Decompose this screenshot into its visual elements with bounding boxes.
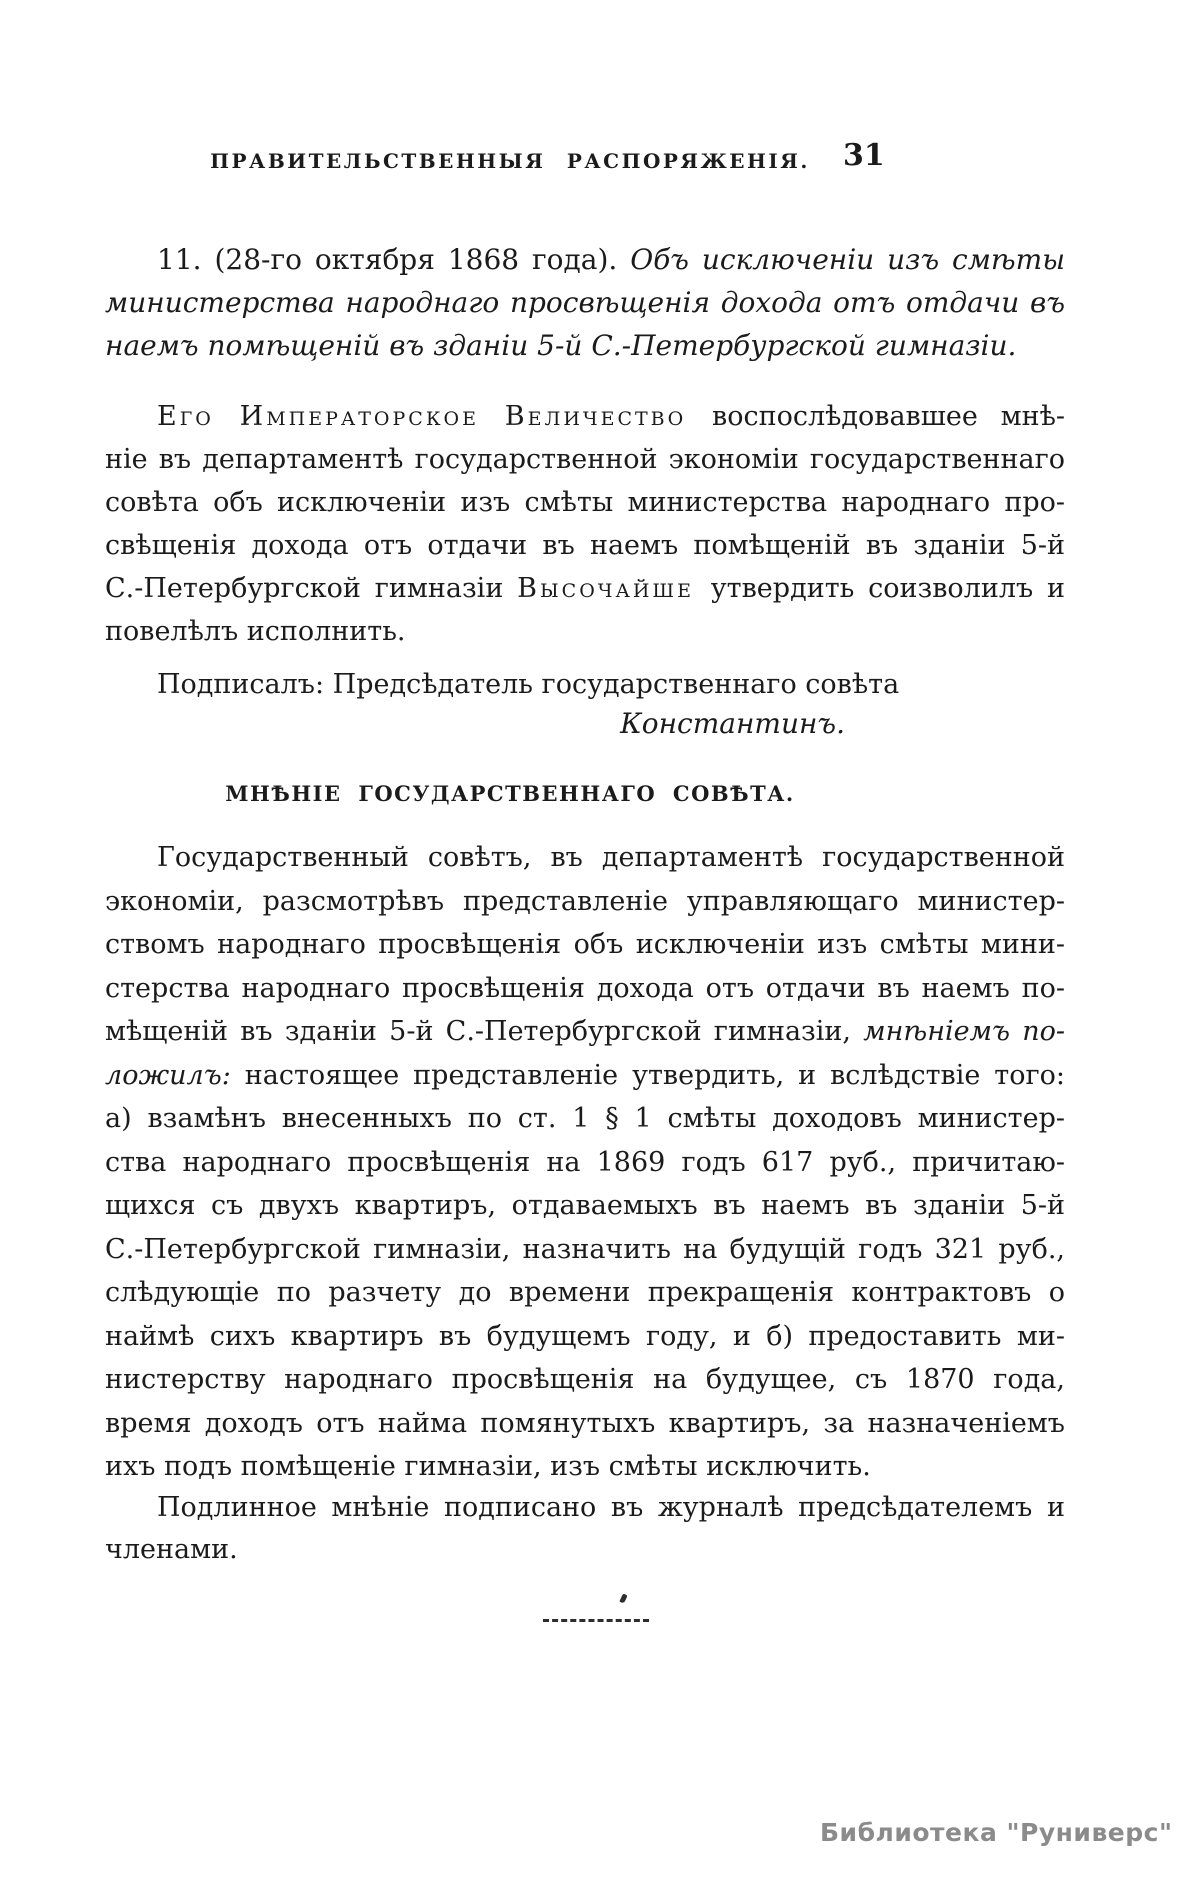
section-divider: [543, 1619, 649, 1622]
closing-paragraph: [105, 1487, 1065, 1571]
text-line: Подлинное мнѣніе подписано въ журналѣ предсѣдателемъ и: [157, 1492, 1065, 1523]
text-line: наемъ помѣщеній въ зданіи 5-й С.-Петербургской гимназіи.: [105, 329, 1017, 362]
text-segment-italic: мнѣніемъ по-: [863, 1016, 1065, 1047]
text-line: щихся съ двухъ квартиръ, отдаваемыхъ въ наемъ въ зданіи 5-й: [105, 1190, 1065, 1221]
decree-heading-paragraph: [105, 238, 1065, 367]
text-line: [105, 1010, 1065, 1054]
text-segment: мѣщеній въ зданіи 5-й С.-Петербургской гимназіи,: [105, 1016, 864, 1047]
text-line: [105, 395, 1065, 438]
text-line: [105, 238, 1065, 281]
text-line: ніе въ департаментѣ государственной экономіи государственнаго: [105, 444, 1065, 475]
text-line: ства народнаго просвѣщенія на 1869 годъ 617 руб., причитаю-: [105, 1146, 1065, 1178]
text-line: нистерству народнаго просвѣщенія на будущее, съ 1870 года,: [105, 1364, 1065, 1395]
scan-speck-artifact: [619, 1593, 627, 1603]
signature-line: [105, 663, 1065, 706]
decree-body-paragraph: [105, 395, 1065, 653]
decree-number-date: 11. (28-го октября 1868 года).: [157, 243, 631, 276]
text-segment: настоящее представленіе утвердить, и вслѣдствіе того:: [244, 1059, 1065, 1091]
decree-title-part: Объ исключеніи изъ смѣты: [630, 243, 1065, 276]
text-line: [105, 1054, 1065, 1098]
text-segment: воспослѣдовавшее мнѣ-: [712, 401, 1066, 432]
text-segment: утвердить соизволилъ и: [710, 573, 1065, 604]
text-line: Подписалъ: Предсѣдатель государственнаго совѣта: [157, 669, 900, 700]
text-line: время доходъ отъ найма помянутыхъ квартиръ, за назначеніемъ: [105, 1407, 1065, 1439]
text-line: слѣдующіе по разчету до времени прекращенія контрактовъ о: [105, 1277, 1065, 1308]
library-watermark: Библиотека "Руниверс": [820, 1818, 1173, 1847]
imperial-majesty-smallcaps: Его Императорское Величество: [157, 401, 712, 432]
text-line: С.-Петербургской гимназіи, назначить на будущій годъ 321 руб.,: [105, 1233, 1065, 1265]
text-line: а) взамѣнъ внесенныхъ по ст. 1 § 1 смѣты доходовъ министер-: [105, 1103, 1065, 1134]
text-line: повелѣлъ исполнить.: [105, 616, 406, 647]
text-line: Государственный совѣтъ, въ департаментѣ государственной: [157, 842, 1065, 873]
text-line: наймѣ сихъ квартиръ въ будущемъ году, и б) предоставить ми-: [105, 1320, 1065, 1352]
text-line: министерства народнаго просвѣщенія дохода отъ отдачи въ: [105, 286, 1065, 319]
text-line: стерства народнаго просвѣщенія дохода отъ отдачи въ наемъ по-: [105, 972, 1065, 1004]
text-line: ствомъ народнаго просвѣщенія объ исключеніи изъ смѣты мини-: [105, 929, 1065, 960]
text-segment-italic: ложилъ:: [105, 1059, 245, 1091]
page-number: 31: [843, 138, 885, 173]
highest-approval-smallcaps: Высочайше: [517, 573, 711, 604]
text-line: экономіи, разсмотрѣвъ представленіе управляющаго министер-: [105, 885, 1065, 917]
text-line: свѣщенія дохода отъ отдачи въ наемъ помѣщеній въ зданіи 5-й: [105, 530, 1065, 561]
opinion-section-heading: МНѢНІЕ ГОСУДАРСТВЕННАГО СОВѢТА.: [225, 781, 795, 806]
text-line: ихъ подъ помѣщеніе гимназіи, изъ смѣты исключить.: [105, 1451, 871, 1482]
text-line: совѣта объ исключеніи изъ смѣты министерства народнаго про-: [105, 487, 1065, 518]
running-header-title: ПРАВИТЕЛЬСТВЕННЫЯ РАСПОРЯЖЕНІЯ.: [210, 149, 810, 173]
signatory-name: Константинъ.: [620, 707, 845, 740]
text-segment: С.-Петербургской гимназіи: [105, 573, 518, 604]
text-line: [105, 567, 1065, 610]
text-line: членами.: [105, 1534, 238, 1565]
opinion-paragraph: [105, 836, 1065, 1489]
